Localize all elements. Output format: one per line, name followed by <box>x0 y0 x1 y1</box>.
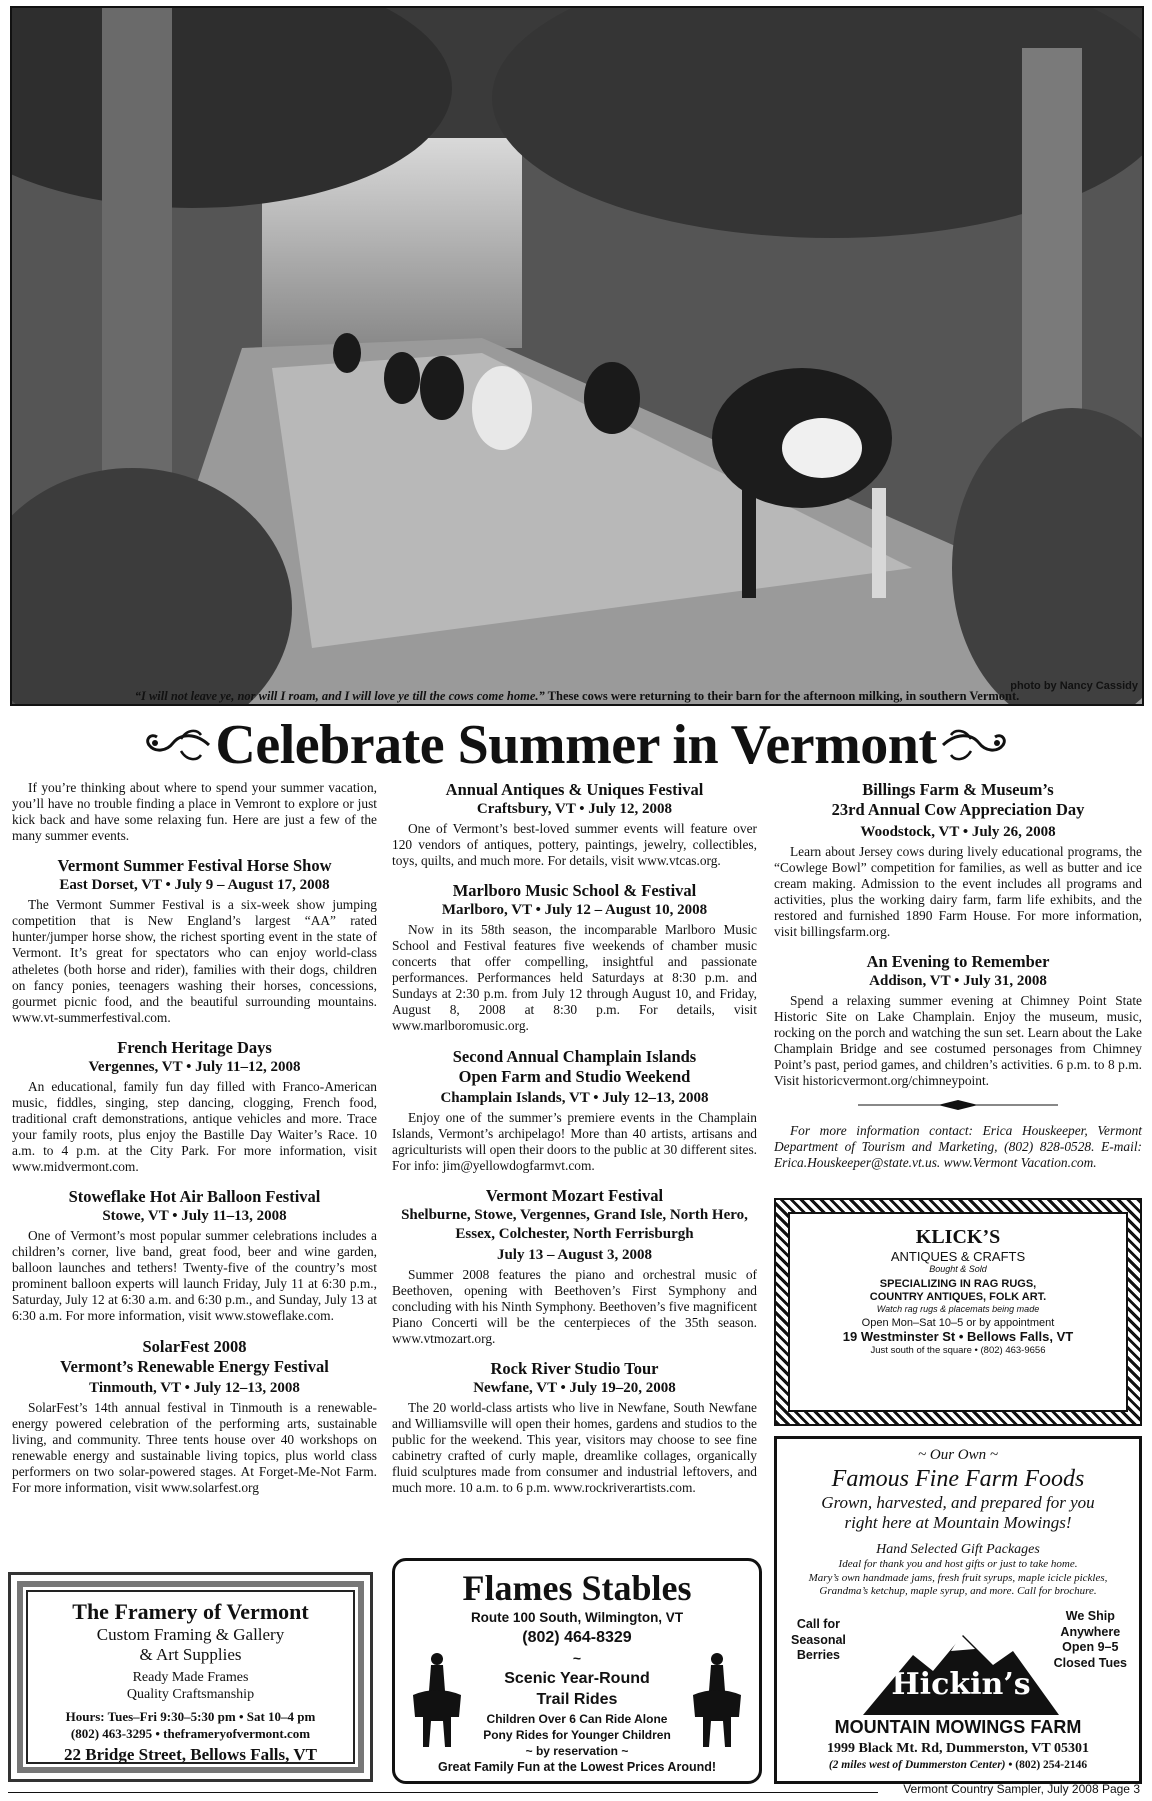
event-title: Marlboro Music School & Festival <box>452 881 697 901</box>
left-ornament-icon <box>141 725 211 765</box>
contact-info: For more information contact: Erica Houskeeper, Vermont Department of Tourism and Marketing, (802) 828-0528. E-mail: Erica.Houskeeper@state.vt.us. www.Vermont Vacation.com. <box>774 1122 1142 1170</box>
event-title-line2: 23rd Annual Cow Appreciation Day <box>831 800 1085 820</box>
column-3 <box>774 780 1142 1171</box>
event-title-line2: Open Farm and Studio Weekend <box>458 1066 691 1086</box>
klicks-address: 19 Westminster St • Bellows Falls, VT <box>842 1329 1074 1345</box>
event-subtitle: Champlain Islands, VT • July 12–13, 2008 <box>440 1090 709 1107</box>
mowings-left-note: Call for Seasonal Berries <box>791 1617 846 1663</box>
event-subtitle: East Dorset, VT • July 9 – August 17, 2008 <box>59 877 330 894</box>
caption-text: These cows were returning to their barn for the afternoon milking, in southern Vermont. <box>544 689 1020 703</box>
mowings-address: 1999 Black Mt. Rd, Dummerston, VT 05301 <box>827 1741 1089 1756</box>
flames-line: Trail Rides <box>536 1691 618 1709</box>
event-subtitle: Vergennes, VT • July 11–12, 2008 <box>88 1058 301 1075</box>
framery-line: & Art Supplies <box>139 1645 242 1665</box>
page-footer: Vermont Country Sampler, July 2008 Page 3 <box>903 1782 1140 1796</box>
footer-rule <box>8 1792 878 1793</box>
flames-line: ~ by reservation ~ <box>525 1744 629 1759</box>
rider-right-icon <box>687 1651 747 1751</box>
column-2 <box>392 780 757 1496</box>
event-body: Enjoy one of the summer’s premiere events in the Champlain Islands, Vermont’s archipelago! More than 40 artists, artisans and agriculturists will open their doors to the public at 30 different sites. For info: jim@yellowdogfarmvt.com. <box>392 1110 757 1174</box>
framery-line: Ready Made Frames <box>132 1669 249 1685</box>
mowings-directions: (2 miles west of Dummerston Center) • (802) 254-2146 <box>828 1759 1088 1771</box>
rider-left-icon <box>407 1651 467 1751</box>
flames-stables-ad <box>392 1558 762 1784</box>
flames-swirl-icon: ~ <box>572 1649 582 1666</box>
klicks-name: KLICK’S <box>915 1226 1001 1248</box>
cows-photo <box>10 6 1144 706</box>
klicks-hours: Open Mon–Sat 10–5 or by appointment <box>861 1317 1055 1330</box>
framery-address: 22 Bridge Street, Bellows Falls, VT <box>64 1745 317 1765</box>
event-title: Stoweflake Hot Air Balloon Festival <box>68 1187 321 1207</box>
event-subtitle: Tinmouth, VT • July 12–13, 2008 <box>89 1380 300 1397</box>
flames-phone: (802) 464-8329 <box>522 1629 632 1647</box>
framery-hours: Hours: Tues–Fri 9:30–5:30 pm • Sat 10–4 pm <box>65 1709 316 1725</box>
hickins-logo-text: Hickin’s <box>891 1667 1031 1702</box>
event-body: An educational, family fun day filled with Franco-American music, fiddles, singing, step dancing, clogging, French food, traditional craft demonstrations, antique vehicles and more. Trace your family roots, plus enjoy the Bastille Day Waiter’s Race. 10 a.m. to 4 p.m. at the City Park. For more information, visit www.midvermont.com. <box>12 1078 377 1175</box>
framery-line: Custom Framing & Gallery <box>96 1625 285 1644</box>
event-title: Second Annual Champlain Islands <box>452 1046 697 1066</box>
flames-line: Great Family Fun at the Lowest Prices Around! <box>437 1760 717 1775</box>
decorative-divider-icon <box>774 1099 1142 1114</box>
event-title: SolarFest 2008 <box>142 1336 247 1356</box>
klicks-line: Bought & Sold <box>929 1264 987 1274</box>
event-title-line2: Vermont’s Renewable Energy Festival <box>60 1356 329 1376</box>
mowings-line: Hand Selected Gift Packages <box>876 1541 1040 1557</box>
event-body: The Vermont Summer Festival is a six-week show jumping competition that is New England’s largest “AA” rated hunter/jumper horse show, the richest sporting event in the state of Vermont. It’s great for spectators who can enjoy world-class atheletes (both horse and rider), families with their dogs, children on fancy ponies, teenagers washing their horses, concessions, gourmet picnic food, and the beautiful surrounding mountains. www.vt-summerfestival.com. <box>12 897 377 1025</box>
event-subtitle: Addison, VT • July 31, 2008 <box>869 973 1047 990</box>
framery-ad <box>8 1572 373 1782</box>
event-title: Vermont Mozart Festival <box>485 1186 664 1206</box>
right-ornament-icon <box>941 725 1011 765</box>
event-body: Spend a relaxing summer evening at Chimney Point State Historic Site on Lake Champlain. Enjoy the museum, music, rocking on the porch and watching the sun set. Learn about the Lake Champlain Bridge and see costumed personages from Chimney Point’s past, period games, and children’s activities. 6 p.m. to 8 p.m. Visit historicvermont.org/chimneypoint. <box>774 992 1142 1089</box>
event-body: SolarFest’s 14th annual festival in Tinmouth is a renewable-energy powered celebration of the performing arts, sustainable living, and community. Three tents house over 40 workshops on renewable energy and sustainable living topics, plus world class performers on two solar-powered stages. At Forget-Me-Not Farm. For more information, visit www.solarfest.org <box>12 1400 377 1496</box>
event-title: An Evening to Remember <box>866 951 1050 971</box>
klicks-line: Just south of the square • (802) 463-9656 <box>870 1345 1046 1357</box>
photo-caption <box>10 690 1144 704</box>
event-subtitle: Woodstock, VT • July 26, 2008 <box>860 823 1056 840</box>
framery-name: The Framery of Vermont <box>72 1599 309 1624</box>
klicks-line: COUNTRY ANTIQUES, FOLK ART. <box>869 1291 1047 1304</box>
flames-line: Route 100 South, Wilmington, VT <box>470 1610 684 1625</box>
event-title: Vermont Summer Festival Horse Show <box>57 856 332 876</box>
intro-paragraph: If you’re thinking about where to spend your summer vacation, you’ll have no trouble finding a place in Vemront to explore or just kick back and have some relaxing fun. Here are just a few of the many summer events. <box>12 780 377 844</box>
mowings-line: Grown, harvested, and prepared for you <box>821 1493 1095 1512</box>
event-body: One of Vermont’s most popular summer celebrations includes a children’s corner, live band, great food, beer and wine garden, balloon launches and tethers! Twenty-five of the country’s most prominent balloon experts will launch Friday, July 11 at 6:30 p.m., Saturday, July 12 at 6:30 a.m. and 6:30 p.m., and Sunday, July 13 at 6:30 a.m. For more information, visit www.stoweflake.com. <box>12 1228 377 1324</box>
klicks-line: SPECIALIZING IN RAG RUGS, <box>879 1278 1037 1290</box>
klicks-line: Watch rag rugs & placemats being made <box>876 1304 1040 1315</box>
flames-name: Flames Stables <box>462 1568 692 1608</box>
photo-credit: photo by Nancy Cassidy <box>1010 680 1138 692</box>
klicks-ad <box>774 1198 1142 1426</box>
event-body: The 20 world-class artists who live in Newfane, South Newfane and Williamsville will open their homes, gardens and studios to the public for the weekend. This year, visitors may choose to see fine cabinetry crafted of curly maple, dreamlike collages, organically fluid sculptures made from consumer and industrial leftovers, and much more. 10 a.m. to 6 p.m. www.rockriverartists.com. <box>392 1399 757 1496</box>
framery-web: (802) 463-3295 • theframeryofvermont.com <box>70 1726 311 1742</box>
event-subtitle: Craftsbury, VT • July 12, 2008 <box>476 801 673 818</box>
mowings-line: right here at Mountain Mowings! <box>844 1513 1072 1533</box>
flames-line: Scenic Year-Round <box>504 1669 650 1687</box>
event-subtitle: Shelburne, Stowe, Vergennes, Grand Isle, North Hero, Essex, Colchester, North Ferrisburgh <box>401 1207 748 1243</box>
page-title: Celebrate Summer in Vermont <box>215 714 937 776</box>
mowings-line: Ideal for thank you and host gifts or just to take home. <box>838 1557 1078 1570</box>
mowings-line: Grandma’s ketchup, maple syrup, and more. Call for brochure. <box>819 1585 1097 1598</box>
caption-quote: “I will not leave ye, nor will I roam, and I will love ye till the cows come home.” <box>134 689 545 703</box>
event-subtitle: Newfane, VT • July 19–20, 2008 <box>473 1380 676 1397</box>
event-body: One of Vermont’s best-loved summer events will feature over 120 vendors of antiques, pottery, paintings, jewelry, collectibles, toys, quilts, and much more. For details, visit www.vtcas.org. <box>392 820 757 869</box>
headline <box>0 712 1152 778</box>
flames-line: Children Over 6 Can Ride Alone <box>486 1711 668 1726</box>
flames-line: Pony Rides for Younger Children <box>483 1728 671 1743</box>
mowings-headline: Famous Fine Farm Foods <box>831 1466 1085 1492</box>
event-body: Summer 2008 features the piano and orchestral music of Beethoven, opening with Beethoven’s First Symphony and concluding with his Ninth Symphony. Beethoven’s five magnificent Piano Concerti will be the centerpieces of the 35th season. www.vtmozart.org. <box>392 1266 757 1347</box>
event-title: French Heritage Days <box>117 1037 272 1057</box>
event-subtitle-2: July 13 – August 3, 2008 <box>496 1246 653 1263</box>
mowings-right-note: We Ship Anywhere Open 9–5 Closed Tues <box>1053 1609 1127 1670</box>
mowings-farm-name: MOUNTAIN MOWINGS FARM <box>834 1717 1082 1737</box>
event-title: Billings Farm & Museum’s <box>862 780 1054 799</box>
column-1 <box>12 780 377 1496</box>
klicks-line: ANTIQUES & CRAFTS <box>890 1249 1026 1264</box>
mountain-mowings-ad <box>774 1436 1142 1784</box>
framery-line: Quality Craftsmanship <box>126 1686 255 1702</box>
mowings-line: ~ Our Own ~ <box>918 1447 998 1463</box>
event-subtitle: Stowe, VT • July 11–13, 2008 <box>102 1208 287 1225</box>
event-title: Annual Antiques & Uniques Festival <box>445 780 704 799</box>
event-title: Rock River Studio Tour <box>490 1359 659 1379</box>
event-body: Learn about Jersey cows during lively educational programs, the “Cowlege Bowl” competition for families, as well as butter and ice cream making. Admission to the event includes all programs and activities, plus the working dairy farm, farm life exhibits, and the restored and furnished 1890 Farm House. For more information, visit billingsfarm.org. <box>774 843 1142 939</box>
event-body: Now in its 58th season, the incomparable Marlboro Music School and Festival features five weekends of chamber music concerts that offer compelling, insightful and passionate performances. Performances held Saturdays at 8:30 p.m. and Sundays at 2:30 p.m. from July 12 through August 10, and Friday, August 8, 2008 at 8:30 p.m. For details, visit www.marlboromusic.org. <box>392 921 757 1034</box>
event-subtitle: Marlboro, VT • July 12 – August 10, 2008 <box>441 902 708 919</box>
mowings-line: Mary’s own handmade jams, fresh fruit syrups, maple icicle pickles, <box>808 1571 1108 1584</box>
